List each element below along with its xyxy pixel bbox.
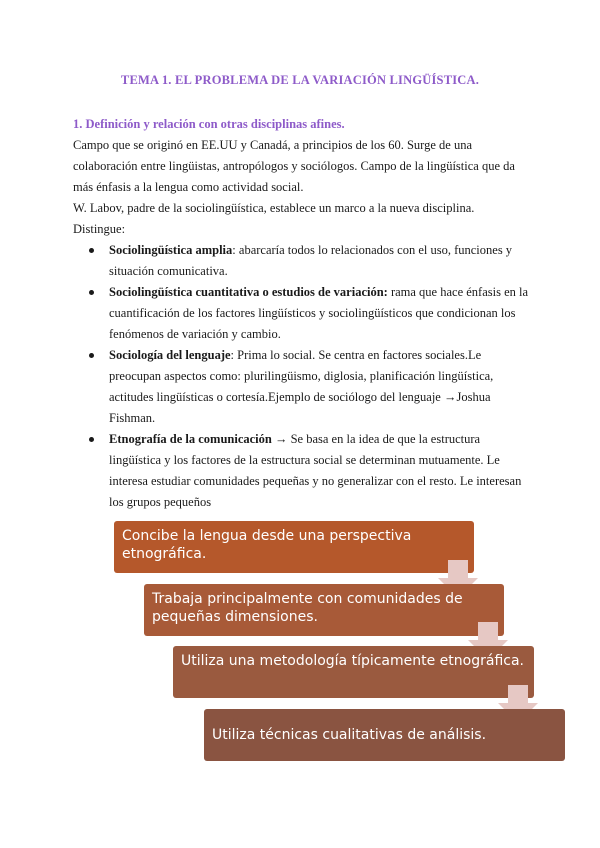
flow-step-3 [173,646,534,698]
bullet-term: Sociolingüística amplia [109,243,233,257]
bullet-term: Sociolingüística cuantitativa o estudios de variación: [109,285,388,299]
list-item [73,429,533,513]
bullet-text: Prima lo social. Se centra en factores sociales.Le preocupan aspectos como: plurilingüismo, diglosia, planificación lingüística, actitudes lingüísticas o cortesía.Ejemplo de sociólogo del lenguaje →Joshua Fishman. [109,348,494,425]
bullet-separator: : [230,348,235,362]
list-item [73,345,533,429]
bullet-term: Etnografía de la comunicación [109,432,272,446]
flow-step-text: Utiliza técnicas cualitativas de análisis. [212,727,487,743]
list-item [73,240,533,282]
flow-step-text: Utiliza una metodología típicamente etnográfica. [181,653,524,669]
section-heading: 1. Definición y relación con otras disciplinas afines. [73,117,345,131]
bullet-text: abarcaría todos lo relacionados con el uso, funciones y situación comunicativa. [109,243,513,278]
flow-step-1 [114,521,474,573]
flow-step-text: Trabaja principalmente con comunidades de pequeñas dimensiones. [152,591,463,625]
bullet-icon [89,353,94,358]
flow-step-text: Concibe la lengua desde una perspectiva etnográfica. [122,528,412,562]
bullet-text: rama que hace énfasis en la cuantificación de los factores lingüísticos y sociolingüísticos que condicionan los fenómenos de variación y cambio. [109,285,529,341]
bullet-icon [89,290,94,295]
flow-step-4 [204,709,565,761]
bullet-term: Sociología del lenguaje [109,348,231,362]
bullet-icon [89,248,94,253]
bullet-icon [89,437,94,442]
bullet-text: → Se basa en la idea de que la estructura lingüística y los factores de la estructura social se determinan mutuamente. Le interesa estudiar comunidades pequeñas y no generalizar con el resto. Le interesan los grupos pequeños [109,432,522,509]
intro-paragraph: Campo que se originó en EE.UU y Canadá, a principios de los 60. Surge de una colaboración entre lingüistas, antropólogos y sociólogos. Campo de la lingüística que da más énfasis a la lengua como actividad social. [73,138,515,194]
labov-paragraph: W. Labov, padre de la sociolingüística, establece un marco a la nueva disciplina. [73,201,475,215]
distingue-label: Distingue: [73,222,126,236]
bullet-separator: : [232,243,236,257]
list-item [73,282,533,345]
bullet-list [73,240,533,513]
document-title: TEMA 1. EL PROBLEMA DE LA VARIACIÓN LINGÜÍSTICA. [120,73,480,87]
flow-step-2 [144,584,504,636]
